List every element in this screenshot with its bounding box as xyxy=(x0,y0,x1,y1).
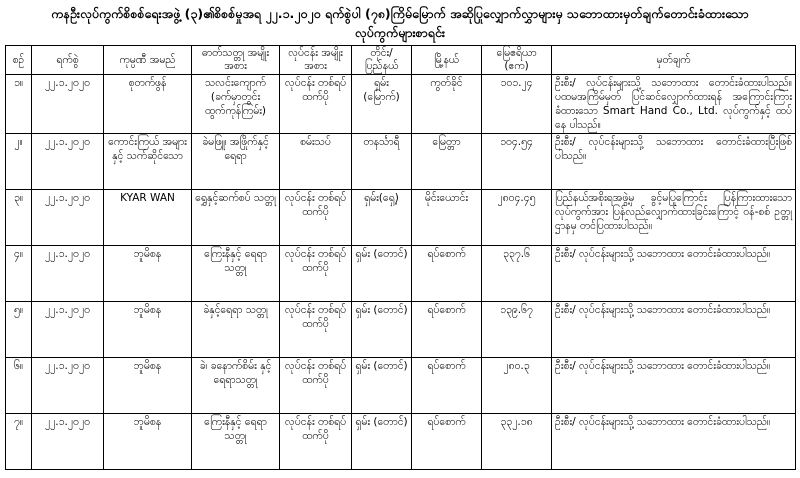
header-date: ရက်စွဲ xyxy=(32,46,104,75)
cell-area: ၂၈၀၄.၄၅ xyxy=(482,190,552,246)
cell-work-type: စမ်းသပ် xyxy=(280,134,352,190)
cell-no: ၁။ xyxy=(6,75,32,134)
header-work-type: လုပ်ငန်း အမျိုးအစား xyxy=(280,46,352,75)
cell-remark: ဦးစီး/ လုပ်ငန်းများသို့ သဘောထား တောင်းခံထားပါသည်။ xyxy=(552,358,796,414)
cell-work-type: လုပ်ငန်း တစ်ရပ်ထက်ပို xyxy=(280,246,352,302)
cell-remark: ပြည်နယ်အစိုးရအဖွဲ့မှ ခွင့်မပြုကြောင်း ပြန်ကြားထားသော လုပ်ကွက်အား ပြန်လည်လျှောက်ထားခြင်းကြောင့် ဝန်-စစ် ဥတ္တုဌာနမှ တင်ပြထားပါသည်။ xyxy=(552,190,796,246)
cell-mineral: ကြေးနီနှင့် ရေရာသတ္တု xyxy=(192,246,280,302)
cell-region: ရှမ်း (မြောက်) xyxy=(352,75,412,134)
cell-area: ၁၀၁.၂၄ xyxy=(482,75,552,134)
cell-mineral: ရွှေနှင့်ဆက်စပ် သတ္တု xyxy=(192,190,280,246)
cell-company: KYAR WAN xyxy=(104,190,192,246)
cell-no: ၂။ xyxy=(6,134,32,190)
header-township: မြို့နယ် xyxy=(412,46,482,75)
title-line-2: လုပ်ကွက်များစာရင်း xyxy=(354,25,446,40)
header-company: ကုမ္ပဏီ အမည် xyxy=(104,46,192,75)
cell-no: ၃။ xyxy=(6,190,32,246)
cell-company: ဘူမိစန xyxy=(104,358,192,414)
cell-date: ၂၂.၁.၂၀၂၀ xyxy=(32,134,104,190)
cell-no: ၄။ xyxy=(6,246,32,302)
cell-work-type: လုပ်ငန်း တစ်ရပ်ထက်ပို xyxy=(280,414,352,470)
cell-no: ၇။ xyxy=(6,414,32,470)
mining-blocks-table xyxy=(5,45,796,470)
cell-township: ကွတ်ခိုင် xyxy=(412,75,482,134)
header-no: စဉ် xyxy=(6,46,32,75)
header-remark: မှတ်ချက် xyxy=(552,46,796,75)
cell-no: ၆။ xyxy=(6,358,32,414)
cell-area: ၃၃၂.၁၈ xyxy=(482,414,552,470)
cell-mineral: ကြေးနီနှင့် ရေရာသတ္တု xyxy=(192,414,280,470)
cell-date: ၂၂.၁.၂၀၂၀ xyxy=(32,358,104,414)
cell-region: တနင်္သာရီ xyxy=(352,134,412,190)
table-row xyxy=(6,134,796,190)
cell-township: ရပ်စောက် xyxy=(412,414,482,470)
table-row xyxy=(6,302,796,358)
cell-remark: ဦးစီး/ လုပ်ငန်းများသို့ သဘောထား တောင်းခံထားပါသည်။ ပထမအကြိမ်မှတ် ပြင်ဆင်လျှောက်ထားရန် အကြောင်းကြား ခံထားသော Smart Hand Co., Ltd. လုပ်ကွက်နှင့် ထပ်နေ ပါသည်။ xyxy=(552,75,796,134)
cell-no: ၅။ xyxy=(6,302,32,358)
cell-date: ၂၂.၁.၂၀၂၀ xyxy=(32,246,104,302)
header-area: မြေဧရိယာ (ဧက) xyxy=(482,46,552,75)
cell-township: မိုင်းယောင်း xyxy=(412,190,482,246)
cell-township: ရပ်စောက် xyxy=(412,246,482,302)
cell-work-type: လုပ်ငန်း တစ်ရပ်ထက်ပို xyxy=(280,190,352,246)
cell-remark: ဦးစီး/ လုပ်ငန်းများသို့ သဘောထား တောင်းခံထားပါသည်။ xyxy=(552,246,796,302)
cell-region: ရှမ်း(ရှေ့) xyxy=(352,190,412,246)
cell-company: စုတက်ဖွန် xyxy=(104,75,192,134)
table-row xyxy=(6,190,796,246)
cell-area: ၂၈၀.၃ xyxy=(482,358,552,414)
cell-region: ရှမ်း (တောင်) xyxy=(352,358,412,414)
cell-work-type: လုပ်ငန်း တစ်ရပ်ထက်ပို xyxy=(280,358,352,414)
cell-remark: ဦးစီး/ လုပ်ငန်းများသို့ သဘောထား တောင်းခံထားပါသည်။ xyxy=(552,414,796,470)
cell-township: မြေတ္တာ xyxy=(412,134,482,190)
cell-company: ဘူမိစန xyxy=(104,302,192,358)
cell-mineral: ခဲမဖြူ၊ အဖြိုက်နှင့် ရေရာ xyxy=(192,134,280,190)
table-row xyxy=(6,75,796,134)
cell-date: ၂၂.၁.၂၀၂၀ xyxy=(32,190,104,246)
cell-area: ၁၃၉.၆၇ xyxy=(482,302,552,358)
table-row xyxy=(6,358,796,414)
header-mineral: ဓာတ်သတ္တု အမျိုးအစား xyxy=(192,46,280,75)
cell-region: ရှမ်း (တောင်) xyxy=(352,302,412,358)
cell-mineral: ခဲနှင့်ရေရာ သတ္တု xyxy=(192,302,280,358)
cell-company: ဘူမိစန xyxy=(104,246,192,302)
cell-mineral: ခဲ၊ ခနောက်စိမ်း နှင့် ရေရာသတ္တု xyxy=(192,358,280,414)
cell-date: ၂၂.၁.၂၀၂၀ xyxy=(32,302,104,358)
cell-remark: ဦးစီး/ လုပ်ငန်းများသို့ သဘောထား တောင်းခံထားပြီးဖြစ်ပါသည်။ xyxy=(552,134,796,190)
cell-area: ၃၃၇.၆ xyxy=(482,246,552,302)
cell-company: ကောင်းကြယ် အများနှင့် သက်ဆိုင်သော xyxy=(104,134,192,190)
cell-date: ၂၂.၁.၂၀၂၀ xyxy=(32,75,104,134)
cell-company: ဘူမိစန xyxy=(104,414,192,470)
cell-work-type: လုပ်ငန်း တစ်ရပ်ထက်ပို xyxy=(280,75,352,134)
cell-region: ရှမ်း (တောင်) xyxy=(352,414,412,470)
header-region: တိုင်း/ ပြည်နယ် xyxy=(352,46,412,75)
table-row xyxy=(6,246,796,302)
cell-work-type: လုပ်ငန်း တစ်ရပ်ထက်ပို xyxy=(280,302,352,358)
cell-mineral: သလင်းကျောက် (ခက်မှာတွင်း ထွက်ကုန်ကြမ်း) xyxy=(192,75,280,134)
cell-township: ရပ်စောက် xyxy=(412,302,482,358)
cell-date: ၂၂.၁.၂၀၂၀ xyxy=(32,414,104,470)
table-header-row xyxy=(6,46,796,75)
title-line-1: ကနဦးလုပ်ကွက်စိစစ်ရေးအဖွဲ့ (၃)၏စိစစ်မှုအရ ၂၂.၁.၂၀၂၀ ရက်စွဲပါ (၇၈)ကြိမ်မြောက် အဆိုပြုလျှောက်လွှာများမှ သဘောထားမှတ်ချက်တောင်းခံထားသော xyxy=(51,6,749,21)
cell-region: ရှမ်း (တောင်) xyxy=(352,246,412,302)
cell-township: ရပ်စောက် xyxy=(412,358,482,414)
cell-area: ၁၀၄.၅၄ xyxy=(482,134,552,190)
document-title xyxy=(0,4,800,42)
table-row xyxy=(6,414,796,470)
cell-remark: ဦးစီး/ လုပ်ငန်းများသို့ သဘောထား တောင်းခံထားပါသည်။ xyxy=(552,302,796,358)
